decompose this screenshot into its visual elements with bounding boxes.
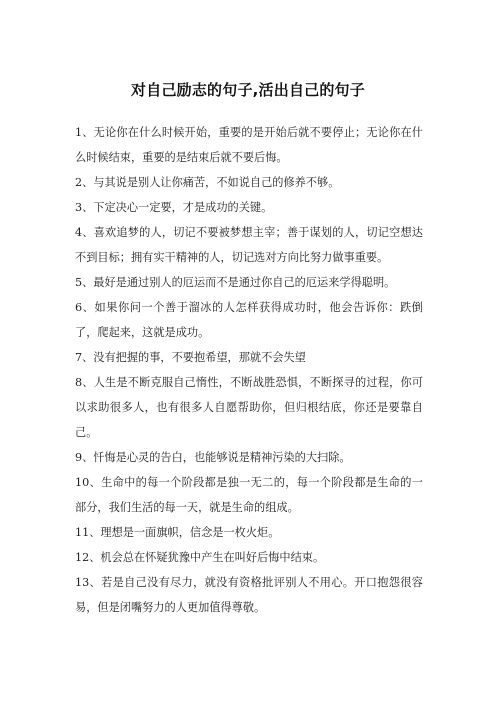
- paragraph-2: 2、与其说是别人让你痛苦，不如说自己的修养不够。: [75, 176, 340, 189]
- paragraph-1: 1、无论你在什么时候开始，重要的是开始后就不要停止；无论你在什么时候结束，重要的是结束后就不要后悔。: [75, 126, 423, 164]
- paragraph-8: 8、人生是不断克服自己惰性，不断战胜恐惧，不断探寻的过程，你可以求助很多人，也有很多人自愿帮助你，但归根结底，你还是要靠自己。: [75, 376, 423, 439]
- paragraph-9: 9、忏悔是心灵的告白，也能够说是精神污染的大扫除。: [75, 451, 351, 464]
- paragraph-13: 13、若是自己没有尽力，就没有资格批评别人不用心。开口抱怨很容易，但是闭嘴努力的人更加值得尊敬。: [75, 576, 423, 614]
- paragraph-4: 4、喜欢追梦的人，切记不要被梦想主宰；善于谋划的人，切记空想达不到目标；拥有实干精神的人，切记选对方向比努力做事重要。: [75, 226, 423, 264]
- document-title: 对自己励志的句子,活出自己的句子: [131, 81, 365, 99]
- paragraph-11: 11、理想是一面旗帜，信念是一枚火炬。: [75, 526, 280, 539]
- paragraph-6: 6、如果你问一个善于溜冰的人怎样获得成功时，他会告诉你：跌倒了，爬起来，这就是成功。: [75, 301, 423, 339]
- document-body: [75, 120, 423, 620]
- paragraph-5: 5、最好是通过别人的厄运而不是通过你自己的厄运来学得聪明。: [75, 276, 396, 289]
- paragraph-7: 7、没有把握的事，不要抱希望，那就不会失望: [75, 351, 306, 364]
- paragraph-3: 3、下定决心一定要，才是成功的关键。: [75, 201, 273, 214]
- paragraph-12: 12、机会总在怀疑犹豫中产生在叫好后悔中结束。: [75, 551, 325, 564]
- paragraph-10: 10、生命中的每一个阶段都是独一无二的，每一个阶段都是生命的一部分，我们生活的每一天，就是生命的组成。: [75, 476, 423, 514]
